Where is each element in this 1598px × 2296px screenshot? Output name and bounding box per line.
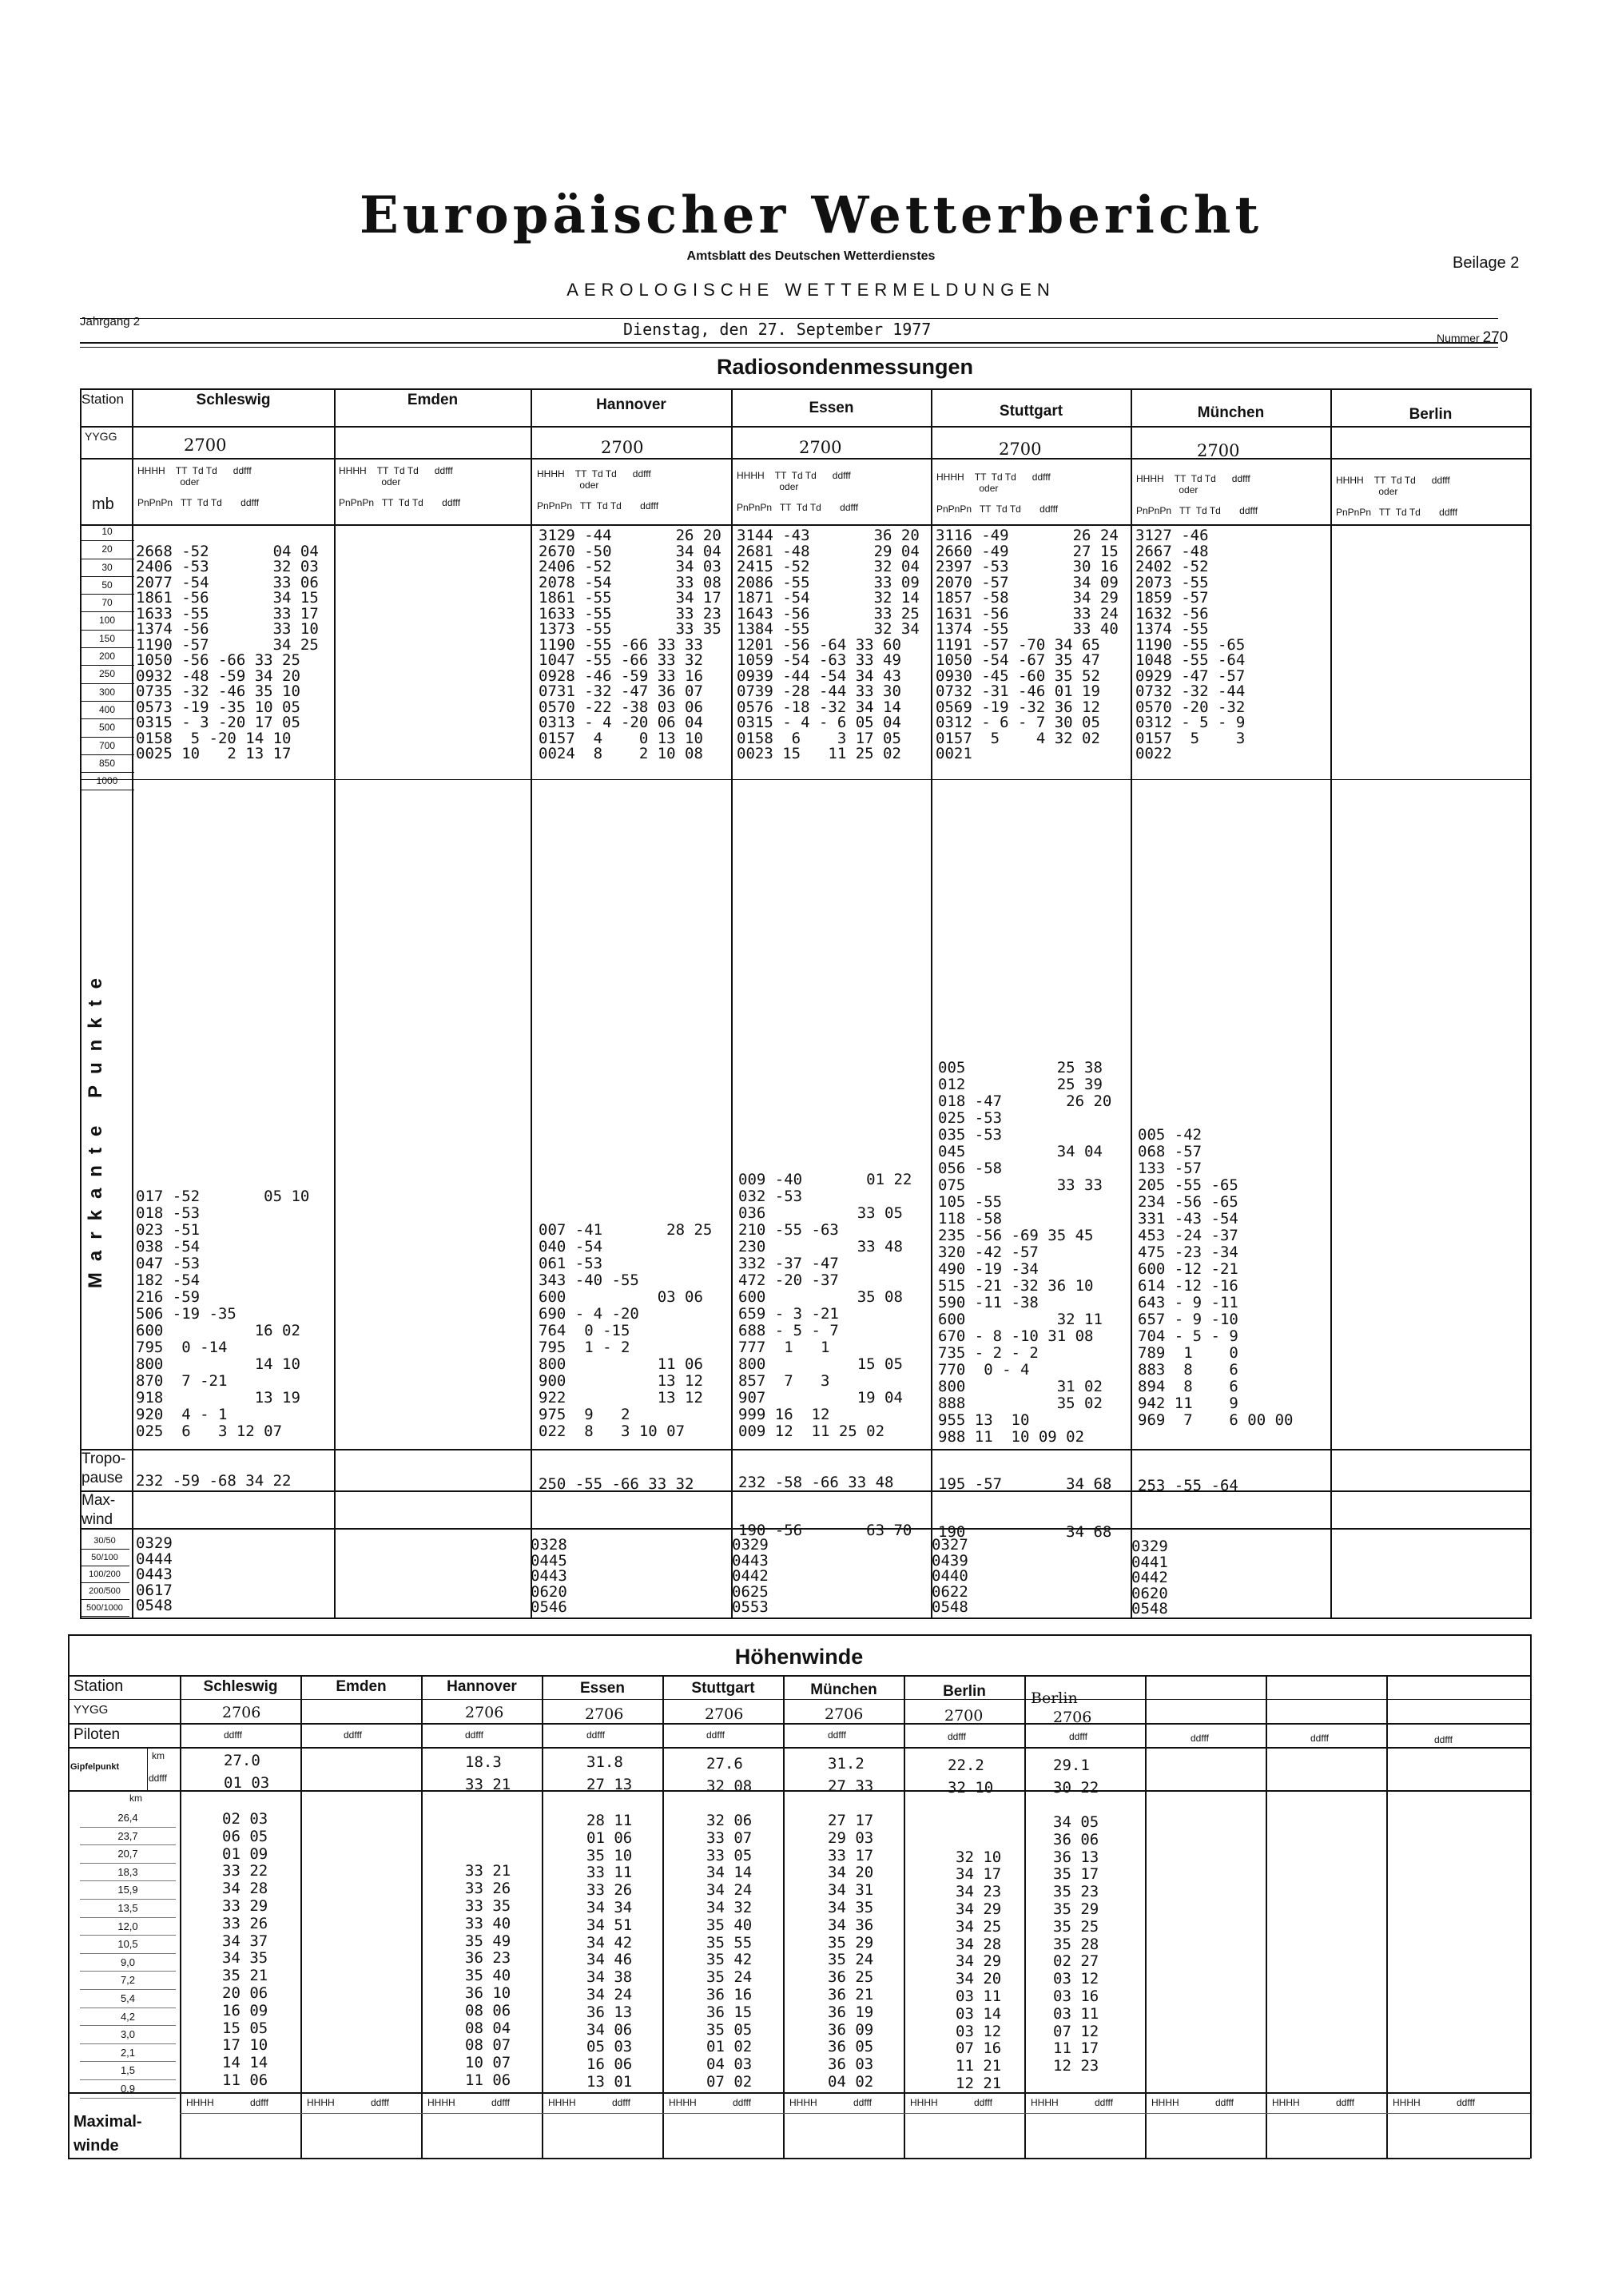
gipfel-dd: 27 13 — [586, 1776, 633, 1793]
station-essen: Essen — [809, 400, 854, 416]
hw-level: 15,9 — [80, 1881, 176, 1900]
hw-level: 3,0 — [80, 2026, 176, 2044]
hw-station-label: Station — [74, 1677, 124, 1695]
colhead-2: PnPnPn TT Td Td ddfff — [737, 502, 859, 513]
markante-hannover: 007 -41 28 25 040 -54 061 -53 343 -40 -55 600 03 06 690 - 4 -20 764 0 -15 795 1 - 2 800 11 06 900 13 12 922 13 12 975 9 2 022 8 3 10 07 — [539, 1221, 713, 1440]
winds-essen: 28 11 01 06 35 10 33 11 33 26 34 34 34 51 34 42 34 46 34 38 34 24 36 13 34 06 05 03 16 06 13 01 — [586, 1812, 633, 2091]
maxwind-hhhh-header: HHHH — [186, 2097, 214, 2108]
colhead-2: PnPnPn TT Td Td ddfff — [339, 497, 461, 508]
subtitle: Amtsblatt des Deutschen Wetterdienstes — [686, 249, 936, 263]
hw-level: 13,5 — [80, 1900, 176, 1918]
markante-essen: 009 -40 01 22 032 -53 036 33 05 210 -55 -63 230 33 48 332 -37 -47 472 -20 -37 600 35 08 659 - 3 -21 688 - 5 - 7 777 1 1 800 15 05 857 7 3 907 19 04 999 16 12 009 12 11 25 02 — [738, 1171, 912, 1440]
hw-km-label: km — [129, 1793, 142, 1804]
maxwind-hhhh-header: HHHH — [789, 2097, 817, 2108]
level: 400 — [80, 702, 134, 719]
maximalwinde-label: Maximal- winde — [74, 2113, 142, 2155]
piloten-dd: ddfff — [828, 1729, 846, 1741]
hw-station-essen: Essen — [580, 1680, 625, 1697]
maxwind-ddfff-header: ddfff — [491, 2097, 510, 2108]
level: 150 — [80, 631, 134, 648]
winds-berlin-1: 32 10 34 17 34 23 34 29 34 25 34 28 34 29 34 20 03 11 03 14 03 12 07 16 11 21 12 21 — [956, 1848, 1002, 2092]
yygg-stuttgart: 2700 — [999, 440, 1042, 459]
maxwind-ddfff-header: ddfff — [733, 2097, 751, 2108]
hw-level: 12,0 — [80, 1918, 176, 1936]
level: 50 — [80, 577, 134, 595]
maxwind-stuttgart: 190 34 68 — [938, 1523, 1112, 1541]
colhead-1: HHHH TT Td Td ddfff oder — [137, 465, 252, 487]
level: 70 — [80, 595, 134, 612]
gipfel-dd: 27 33 — [828, 1777, 874, 1795]
layer-label: 30/50 — [80, 1533, 129, 1550]
maxwind-ddfff-header: ddfff — [612, 2097, 630, 2108]
colhead-1: HHHH TT Td Td ddfff oder — [737, 470, 851, 492]
std-muenchen: 3127 -46 2667 -48 2402 -52 2073 -55 1859 -57 1632 -56 1374 -55 1190 -55 -65 1048 -55 -64 0929 -47 -57 0732 -32 -44 0570 -20 -32 0312 - 5 - 9 0157 5 3 0022 — [1135, 527, 1246, 762]
piloten-dd: ddfff — [586, 1729, 605, 1741]
hw-level: 23,7 — [80, 1828, 176, 1846]
level: 250 — [80, 666, 134, 683]
layers-stuttgart: 0327 0439 0440 0622 0548 — [932, 1536, 968, 1616]
station-muenchen: München — [1197, 404, 1265, 421]
pressure-level-list — [80, 523, 134, 790]
beilage-label: Beilage 2 — [1453, 254, 1520, 272]
maxwind-hhhh-header: HHHH — [1393, 2097, 1421, 2108]
maxwind-hhhh-header: HHHH — [548, 2097, 576, 2108]
maxwind-hhhh-header: HHHH — [1272, 2097, 1300, 2108]
winds-hannover: 33 21 33 26 33 35 33 40 35 49 36 23 35 40 36 10 08 06 08 04 08 07 10 07 11 06 — [465, 1862, 511, 2089]
markante-label-text: Markante Punkte — [85, 967, 106, 1289]
hw-level: 26,4 — [80, 1809, 176, 1828]
mb-label: mb — [92, 495, 114, 513]
piloten-dd: ddfff — [706, 1729, 725, 1741]
markante-schleswig: 017 -52 05 10 018 -53 023 -51 038 -54 047 -53 182 -54 216 -59 506 -19 -35 600 16 02 795 0 -14 800 14 10 870 7 -21 918 13 19 920 4 - 1 025 6 3 12 07 — [136, 1188, 310, 1440]
station-hannover: Hannover — [596, 396, 666, 413]
station-emden: Emden — [407, 392, 459, 408]
radiosonde-title: Radiosondenmessungen — [716, 355, 974, 379]
piloten-dd: ddfff — [1434, 1734, 1453, 1745]
maxwind-label: Max- wind — [81, 1492, 116, 1528]
piloten-dd: ddfff — [1069, 1731, 1087, 1742]
colhead-1: HHHH TT Td Td ddfff oder — [1336, 475, 1450, 497]
layer-labels — [80, 1533, 129, 1617]
hw-level: 5,4 — [80, 1990, 176, 2008]
level: 100 — [80, 612, 134, 630]
maxwind-essen: 190 -56 63 70 — [738, 1522, 912, 1539]
tropo-schleswig: 232 -59 -68 34 22 — [136, 1472, 292, 1490]
hw-station-emden: Emden — [336, 1678, 387, 1695]
maxwind-ddfff-header: ddfff — [1095, 2097, 1113, 2108]
level: 850 — [80, 755, 134, 773]
jahrgang: Jahrgang 2 — [80, 315, 141, 328]
hw-yygg: 2706 — [1053, 1709, 1092, 1726]
layer-label: 50/100 — [80, 1550, 129, 1566]
hw-station-muenchen: München — [810, 1681, 877, 1698]
hw-level: 1,5 — [80, 2062, 176, 2080]
hw-station-berlin-typed: Berlin — [1031, 1689, 1078, 1707]
maxwind-hhhh-header: HHHH — [1151, 2097, 1179, 2108]
piloten-dd: ddfff — [1310, 1733, 1329, 1744]
hw-piloten-label: Piloten — [74, 1726, 121, 1743]
level: 200 — [80, 648, 134, 666]
gipfel-km: 31.2 — [828, 1755, 865, 1773]
maxwind-hhhh-header: HHHH — [669, 2097, 697, 2108]
gipfel-dd: 32 08 — [706, 1777, 753, 1795]
winds-stuttgart: 32 06 33 07 33 05 34 14 34 24 34 32 35 40 35 55 35 42 35 24 36 16 36 15 35 05 01 02 04 03 07 02 — [706, 1812, 753, 2091]
hw-yygg: 2700 — [944, 1707, 984, 1725]
gipfel-km: 27.6 — [706, 1755, 743, 1773]
markante-stuttgart: 005 25 38 012 25 39 018 -47 26 20 025 -53 035 -53 045 34 04 056 -58 075 33 33 105 -55 118 -58 235 -56 -69 35 45 320 -42 -57 490 -19 -34 515 -21 -32 36 10 590 -11 -38 600 32 11 670 - 8 -10 31 08 735 - 2 - 2 770 0 - 4 800 31 02 888 35 02 955 13 10 988 11 10 09 02 — [938, 1059, 1112, 1446]
colhead-1: HHHH TT Td Td ddfff oder — [936, 472, 1051, 494]
colhead-1: HHHH TT Td Td ddfff oder — [339, 465, 453, 487]
tropopause-label: Tropo- pause — [81, 1450, 126, 1486]
std-essen: 3144 -43 36 20 2681 -48 29 04 2415 -52 32 04 2086 -55 33 09 1871 -54 32 14 1643 -56 33 25 1384 -55 32 34 1201 -56 -64 33 60 1059 -54 -63 33 49 0939 -44 -54 34 43 0739 -28 -44 33 30 0576 -18 -32 34 14 0315 - 4 - 6 05 04 0158 6 3 17 05 0023 15 11 25 02 — [737, 527, 920, 762]
markante-muenchen: 005 -42 068 -57 133 -57 205 -55 -65 234 -56 -65 331 -43 -54 453 -24 -37 475 -23 -34 600 -12 -21 614 -12 -16 643 - 9 -11 657 - 9 -10 704 - 5 - 9 789 1 0 883 8 6 894 8 6 942 11 9 969 7 6 00 00 — [1138, 1126, 1294, 1429]
gipfel-km: 18.3 — [465, 1753, 502, 1771]
gipfel-dd-label: ddfff — [149, 1773, 167, 1784]
layer-label: 200/500 — [80, 1583, 129, 1600]
maxwind-hhhh-header: HHHH — [427, 2097, 455, 2108]
hw-yygg: 2706 — [465, 1704, 504, 1721]
station-berlin: Berlin — [1409, 406, 1453, 423]
yygg-muenchen: 2700 — [1197, 441, 1240, 460]
hw-level: 0,9 — [80, 2080, 176, 2099]
level: 10 — [80, 523, 134, 541]
colhead-2: PnPnPn TT Td Td ddfff — [1336, 507, 1458, 518]
station-label: Station — [81, 392, 124, 407]
maxwind-ddfff-header: ddfff — [853, 2097, 872, 2108]
level: 1000 — [80, 773, 134, 790]
layer-label: 500/1000 — [80, 1600, 129, 1617]
gipfel-dd: 30 22 — [1053, 1779, 1099, 1797]
yygg-hannover: 2700 — [601, 438, 644, 457]
hw-station-hannover: Hannover — [447, 1678, 517, 1695]
winds-berlin-2: 34 05 36 06 36 13 35 17 35 23 35 29 35 25 35 28 02 27 03 12 03 16 03 11 07 12 11 17 12 23 — [1053, 1813, 1099, 2075]
hw-level: 7,2 — [80, 1972, 176, 1990]
hw-station-berlin: Berlin — [943, 1683, 986, 1700]
colhead-1: HHHH TT Td Td ddfff oder — [1136, 473, 1250, 495]
maxwind-ddfff-header: ddfff — [1215, 2097, 1234, 2108]
tropo-essen: 232 -58 -66 33 48 — [738, 1474, 894, 1491]
piloten-dd: ddfff — [224, 1729, 242, 1741]
issue-date: Dienstag, den 27. September 1977 — [623, 320, 932, 339]
layer-label: 100/200 — [80, 1566, 129, 1583]
colhead-1: HHHH TT Td Td ddfff oder — [537, 468, 651, 491]
hw-yygg: 2706 — [705, 1705, 744, 1723]
std-schleswig: 2668 -52 04 04 2406 -53 32 03 2077 -54 33 06 1861 -56 34 15 1633 -55 33 17 1374 -56 33 10 1190 -57 34 25 1050 -56 -66 33 25 0932 -48 -59 34 20 0735 -32 -46 35 10 0573 -19 -35 10 05 0315 - 3 -20 17 05 0158 5 -20 14 10 0025 10 2 13 17 — [136, 542, 319, 762]
hw-level: 2,1 — [80, 2044, 176, 2063]
piloten-dd: ddfff — [344, 1729, 362, 1741]
maxwind-ddfff-header: ddfff — [371, 2097, 389, 2108]
tropo-muenchen: 253 -55 -64 — [1138, 1477, 1238, 1494]
tropo-stuttgart: 195 -57 34 68 — [938, 1475, 1112, 1493]
piloten-dd: ddfff — [465, 1729, 483, 1741]
layers-hannover: 0328 0445 0443 0620 0546 — [531, 1536, 567, 1616]
std-stuttgart: 3116 -49 26 24 2660 -49 27 15 2397 -53 30 16 2070 -57 34 09 1857 -58 34 29 1631 -56 33 24 1374 -55 33 40 1191 -57 -70 34 65 1050 -54 -67 35 47 0930 -45 -60 35 52 0732 -31 -46 01 19 0569 -19 -32 36 12 0312 - 6 - 7 30 05 0157 5 4 32 02 0021 — [936, 527, 1119, 762]
hw-level-list — [80, 1809, 176, 2099]
layers-schleswig: 0329 0444 0443 0617 0548 — [136, 1534, 173, 1614]
level: 20 — [80, 541, 134, 559]
hw-yygg: 2706 — [825, 1705, 864, 1723]
maxwind-ddfff-header: ddfff — [250, 2097, 268, 2108]
gipfel-dd: 32 10 — [948, 1779, 994, 1797]
tropo-hannover: 250 -55 -66 33 32 — [539, 1475, 694, 1493]
colhead-2: PnPnPn TT Td Td ddfff — [936, 503, 1059, 515]
markante-punkte-label — [82, 967, 106, 1288]
level: 700 — [80, 738, 134, 755]
section-heading: AEROLOGISCHE WETTERMELDUNGEN — [566, 280, 1055, 300]
yygg-label: YYGG — [85, 430, 117, 443]
maxwind-ddfff-header: ddfff — [974, 2097, 992, 2108]
gipfel-dd: 33 21 — [465, 1776, 511, 1793]
colhead-2: PnPnPn TT Td Td ddfff — [1136, 505, 1258, 516]
yygg-schleswig: 2700 — [184, 436, 227, 455]
colhead-2: PnPnPn TT Td Td ddfff — [137, 497, 260, 508]
hw-level: 4,2 — [80, 2008, 176, 2027]
gipfel-km: 27.0 — [224, 1752, 260, 1769]
hw-station-schleswig: Schleswig — [203, 1678, 278, 1695]
page-title: Europäischer Wetterbericht — [360, 185, 1262, 245]
maxwind-hhhh-header: HHHH — [307, 2097, 335, 2108]
hw-station-stuttgart: Stuttgart — [691, 1680, 755, 1697]
gipfel-km-label: km — [152, 1750, 165, 1761]
hw-level: 20,7 — [80, 1845, 176, 1864]
winds-muenchen: 27 17 29 03 33 17 34 20 34 31 34 35 34 36 35 29 35 24 36 25 36 21 36 19 36 09 36 05 36 03 04 02 — [828, 1812, 874, 2091]
gipfel-km: 22.2 — [948, 1757, 984, 1774]
piloten-dd: ddfff — [948, 1731, 966, 1742]
std-hannover: 3129 -44 26 20 2670 -50 34 04 2406 -52 34 03 2078 -54 33 08 1861 -55 34 17 1633 -55 33 23 1373 -55 33 35 1190 -55 -66 33 33 1047 -55 -66 33 32 0928 -46 -59 33 16 0731 -32 -47 36 07 0570 -22 -38 03 06 0313 - 4 -20 06 04 0157 4 0 13 10 0024 8 2 10 08 — [539, 527, 721, 762]
colhead-2: PnPnPn TT Td Td ddfff — [537, 500, 659, 511]
hw-level: 9,0 — [80, 1954, 176, 1972]
level: 30 — [80, 559, 134, 577]
gipfel-dd: 01 03 — [224, 1774, 270, 1792]
hw-level: 10,5 — [80, 1936, 176, 1954]
maxwind-ddfff-header: ddfff — [1457, 2097, 1475, 2108]
station-schleswig: Schleswig — [196, 392, 271, 408]
nummer-label: Nummer — [1437, 332, 1480, 344]
gipfelpunkt-label: Gipfelpunkt — [70, 1762, 120, 1772]
level: 500 — [80, 719, 134, 737]
piloten-dd: ddfff — [1191, 1733, 1209, 1744]
gipfel-km: 29.1 — [1053, 1757, 1090, 1774]
issue-number — [1437, 329, 1508, 347]
hw-yygg: 2706 — [585, 1705, 624, 1723]
level: 300 — [80, 684, 134, 702]
layers-essen: 0329 0443 0442 0625 0553 — [732, 1536, 769, 1616]
maxwind-hhhh-header: HHHH — [1031, 2097, 1059, 2108]
maxwind-hhhh-header: HHHH — [910, 2097, 938, 2108]
hw-yygg-label: YYGG — [74, 1703, 109, 1717]
hw-level: 18,3 — [80, 1864, 176, 1882]
yygg-essen: 2700 — [799, 438, 842, 457]
gipfel-km: 31.8 — [586, 1753, 623, 1771]
maxwind-ddfff-header: ddfff — [1336, 2097, 1354, 2108]
winds-schleswig: 02 03 06 05 01 09 33 22 34 28 33 29 33 26 34 37 34 35 35 21 20 06 16 09 15 05 17 10 14 14 11 06 — [222, 1810, 268, 2089]
nummer-value: 270 — [1482, 329, 1509, 346]
hw-yygg: 2706 — [222, 1704, 261, 1721]
hoehenwinde-title: Höhenwinde — [734, 1645, 864, 1669]
station-stuttgart: Stuttgart — [999, 403, 1063, 420]
layers-muenchen: 0329 0441 0442 0620 0548 — [1131, 1538, 1168, 1618]
